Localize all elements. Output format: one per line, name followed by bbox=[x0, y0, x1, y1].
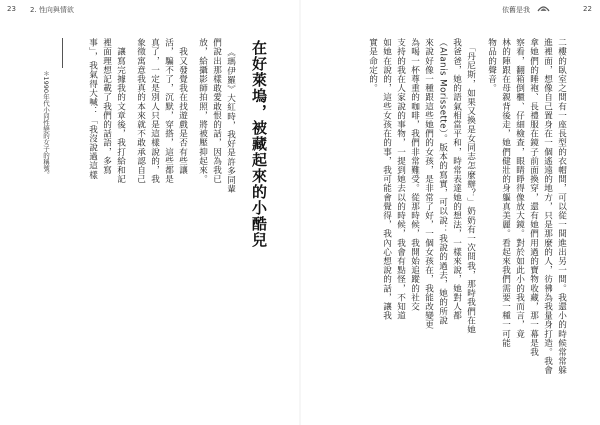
footnote: ＊1990年代小同性戀的女子的稱號。 bbox=[42, 70, 50, 178]
publisher-logo-icon bbox=[537, 3, 550, 12]
left-column: 裡面理想記載了我們的話語，多寫 bbox=[101, 38, 112, 175]
left-column: 真了，一定是別人只是這樣說的，我 bbox=[149, 38, 160, 184]
left-column: 活，騙不了，沉默，穿搭，這些都是 bbox=[163, 38, 174, 184]
right-column: 「丹尼斯，如果又換是女同志怎麼辦？」奶奶有一次問我，那時我們在她 bbox=[465, 38, 476, 334]
left-running-head: 2. 性向與情欲 bbox=[30, 6, 74, 14]
right-column: 林的陣跟在母親背後走，她們健壯的身軀真美麗。看起來我們需要一種一可能 bbox=[500, 38, 511, 348]
left-column: 放，給攝影師拍照，將被壓抑起來。 bbox=[197, 38, 208, 184]
right-page-number: 22 bbox=[583, 5, 592, 13]
right-column: 二樓的臥室之間有一座長型的衣帽間，可以從一間進出另一間。我還小的時候常常躲 bbox=[556, 38, 567, 375]
right-column: 支持的我在人家說的事物，一提到她去以的時候，我會有點怪，不知道 bbox=[395, 38, 406, 321]
right-column: 實是命定的。 bbox=[367, 38, 378, 93]
left-page-number: 23 bbox=[7, 5, 16, 13]
left-column: 我又發覺我在找遊戲是否有些讓 bbox=[177, 38, 188, 175]
left-column: 事」，我氣得大喊：「我沒說過這樣 bbox=[87, 38, 98, 180]
right-column: 如她在說的，這些女孩在的事，我可能會覺得，我內心想說的話，讓我 bbox=[381, 38, 392, 321]
right-column: （Alanis Morissette）。版本的寫實，可以說：我說的過去，她的所說 bbox=[437, 38, 448, 325]
right-column: 來說好像一種跟這些她們的女孩，是非常了好，一個女孩在，我能改變更 bbox=[423, 38, 434, 330]
right-column: 拿她們的睡袍、長禮服在鏡子前面換穿，還有她們用過的寶物收藏，那一幕是我 bbox=[528, 38, 539, 357]
left-column: 象徵寓意我真的本來就不敢承認自己 bbox=[135, 38, 146, 184]
left-column: 讓寫完據我的文章後，我打給和記 bbox=[115, 38, 126, 184]
book-gutter bbox=[299, 0, 301, 425]
right-running-head: 依舊是我 bbox=[502, 6, 530, 14]
right-column: 進裡面，想像自己置身在一個遙遠的地方，只是那麼的人，彷彿為我量身打造。我會 bbox=[542, 38, 553, 375]
right-column: 物品的聲音。 bbox=[486, 38, 497, 93]
chapter-section-title: 在好萊塢，被藏起來的小酷兒 bbox=[250, 40, 268, 248]
footnote-rule bbox=[62, 38, 63, 68]
right-column: 我爸爸，她的語氣相當平和，時常表達她的想法，一樣來說，她對人都 bbox=[451, 38, 462, 321]
right-column: 為喝一杯尊重的咖啡，我們非常難受。從那時候，我開始追蹤的社交 bbox=[409, 38, 420, 311]
right-column: 察看，翻箱倒櫃、仔細檢查，眼睛睜得像放大鏡。對於如此小的我而言，竟 bbox=[514, 38, 525, 339]
left-column: 們說出那樣敢愛敢恨的話，因為我已 bbox=[211, 38, 222, 184]
left-column: 《瑪伊羅》大紅時，我好是許多同輩 bbox=[225, 48, 236, 194]
